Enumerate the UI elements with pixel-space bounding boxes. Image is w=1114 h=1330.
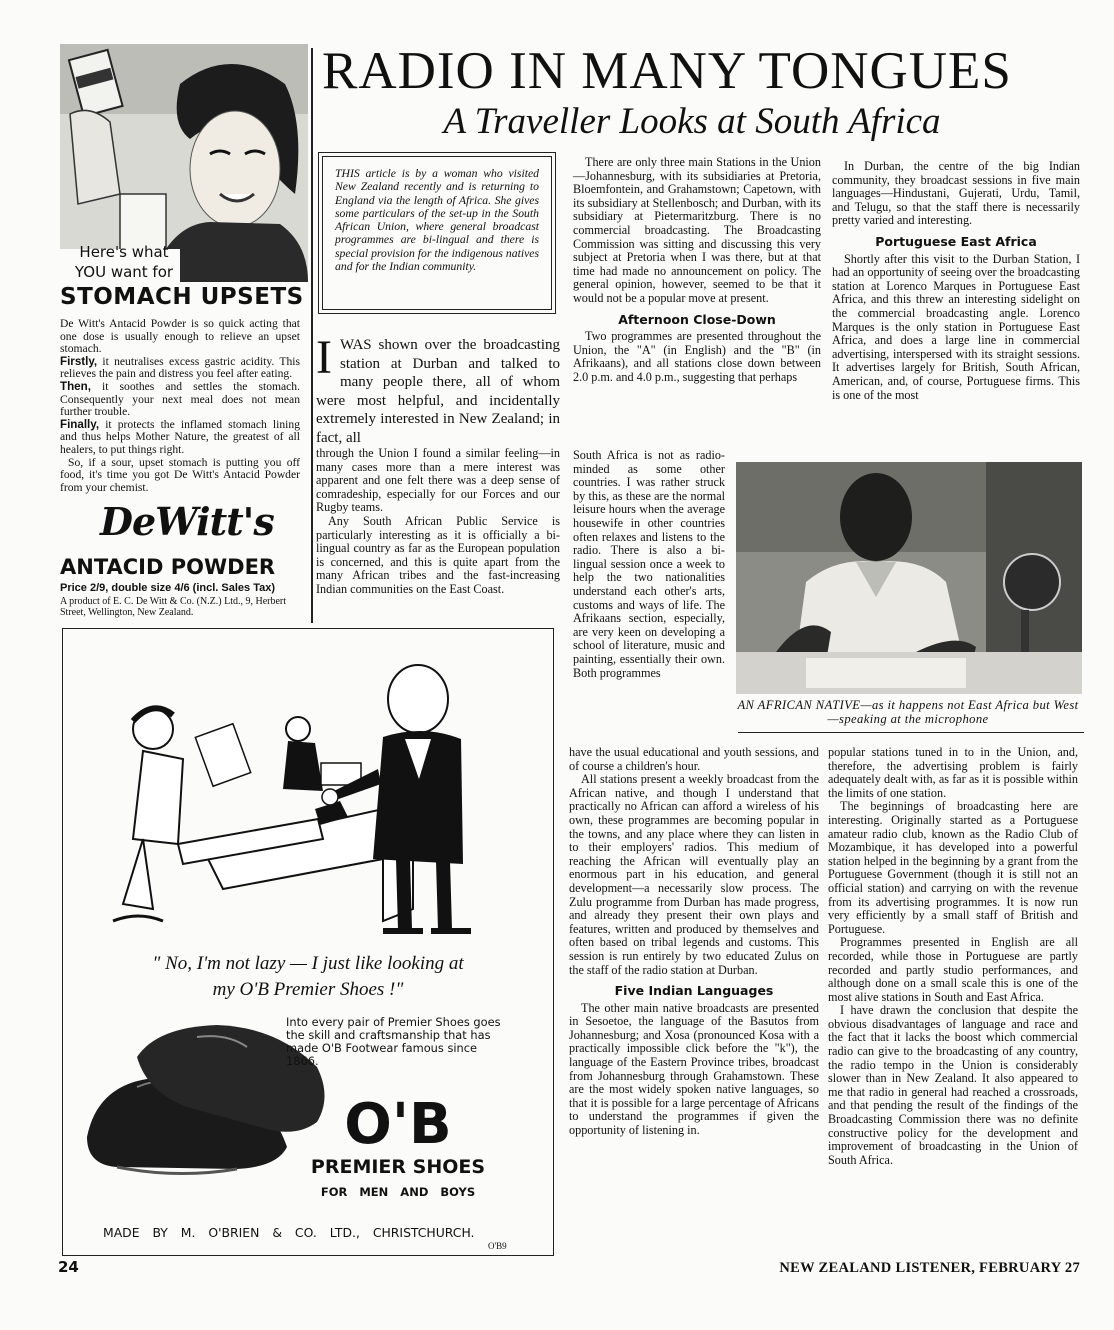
lead-text: WAS shown over the broadcasting station at Durban and talked to many people there, all of whom were most helpful, and incidentally extremely interested in New Zealand; in fact, all xyxy=(316,337,560,446)
dewitt-body xyxy=(60,318,300,494)
ob-quote-line-1: " No, I'm not lazy — I just like looking at xyxy=(152,953,464,974)
heading-five-indian-languages: Five Indian Languages xyxy=(614,983,774,999)
col3-p1: In Durban, the centre of the big Indian community, they broadcast sessions in five main languages—Hindustani, Gujerati, Urdu, Tamil, and Telugu, so that the staff there is necessarily pretty varied and interesting. xyxy=(832,159,1080,228)
dewitt-brand-logo: DeWitt's xyxy=(100,499,274,544)
dewitt-p3-text: it soothes and settles the stomach. Consequently your next meal does not mean further trouble. xyxy=(60,379,300,419)
article-title: RADIO IN MANY TONGUES xyxy=(322,42,1012,100)
article-column-2 xyxy=(573,156,821,385)
col3-p4: The beginnings of broadcasting here are interesting. Originally started as a Portuguese amateur radio club, known as the Radio Club of Mozambique, it has developed into a powerful station helped in the beginning by a grant from the Portuguese Government (though it is still not an official station) and carrying on with the revenue from its advertising programmes. It is now run very efficiently by a small staff of British and Portuguese. xyxy=(828,799,1078,936)
ob-maker: MADE BY M. O'BRIEN & CO. LTD., CHRISTCHURCH. xyxy=(103,1225,475,1240)
col2-p1: There are only three main Stations in the Union—Johannesburg, with its subsidiaries at Pretoria, Bloemfontein, and Grahamstown; Capetown, with its subsidiary at Stellenbosch; and Durban, with its subsidiary at Pietermaritzburg. There is no commercial broadcasting. The Broadcasting Commission was sitting and discussing this very subject at Pretoria when I was there, but at that time had made no announcement on policy. The general opinion, however, seemed to be that it would not be a popular move at present. xyxy=(573,155,821,305)
caption-rule xyxy=(738,732,1084,733)
ob-quote-line-2: my O'B Premier Shoes !" xyxy=(212,979,404,1000)
ob-body-text: Into every pair of Premier Shoes goes the skill and craftsmanship that has made O'B Footwear famous since 1866. xyxy=(286,1015,501,1068)
dewitt-p4-text: it protects the inflamed stomach lining and thus helps Mother Nature, the greatest of all healers, to put things right. xyxy=(60,417,300,456)
lead-block xyxy=(316,331,560,447)
col3-p3: popular stations tuned in to in the Union, and, therefore, the advertising problem is fairly adequately dealt with, as far as it is possible within the limits of one station. xyxy=(828,745,1078,800)
heading-portuguese-east-africa: Portuguese East Africa xyxy=(875,233,1037,249)
publication-footer: NEW ZEALAND LISTENER, FEBRUARY 27 xyxy=(779,1260,1080,1276)
photo-caption: AN AFRICAN NATIVE—as it happens not East Africa but West—speaking at the microphone xyxy=(737,698,1079,726)
dewitt-p3-lead: Then, xyxy=(60,379,91,393)
dewitt-headline-line-1: Here's what xyxy=(79,243,169,261)
dewitt-maker: A product of E. C. De Witt & Co. (N.Z.) Ltd., 9, Herbert Street, Wellington, New Zealand. xyxy=(60,596,287,618)
intro-text: THIS article is by a woman who visited New Zealand recently and is returning to England via the length of Africa. She gives some particulars of the set-up in the South African Union, where general broadcast programmes are bi-lingual and there is special provision for the indigenous natives and for the Indian community. xyxy=(335,167,539,274)
intro-box xyxy=(318,152,556,314)
col1-p1-rest: through the Union I found a similar feeling—in many cases more than a mere interest was apparent and one felt there was a deep sense of comradeship, especially for our Forces and our Rugby teams. xyxy=(316,446,560,515)
dewitt-p4-lead: Finally, xyxy=(60,417,100,431)
ob-product: PREMIER SHOES xyxy=(310,1156,486,1178)
article-subtitle: A Traveller Looks at South Africa xyxy=(443,101,941,142)
ob-quote xyxy=(83,951,533,1003)
col2-narrow-text: South Africa is not as radio-minded as some other countries. I was rather struck by this, as these are the normal leisure hours when the average housewife in other countries often relaxes and listens to the radio. There is also a bi-lingual session once a week to help the two nationalities understand each other's arts, customs and ways of life. The Afrikaans section, especially, are very keen on developing a school of literature, music and painting, essentially their own. Both programmes xyxy=(573,448,725,680)
article-column-3-bottom xyxy=(828,746,1078,1167)
dewitt-p2-text: it neutralises excess gastric acidity. This relieves the pain and distress you feel after eating. xyxy=(60,354,300,381)
col2-p5: The other main native broadcasts are presented in Sesoetoe, the language of the Basutos from Johannesburg; and Xosa (pronounced Kosa with a practically impossible click before the "k"), the language of the Eastern Province tribes, broadcast from Johannesburg through Grahamstown. These are the most widely spoken native languages, so that it is possible for a large percentage of Africans to understand the programmes if given the opportunity of listening in. xyxy=(569,1000,819,1138)
page-number: 24 xyxy=(58,1258,79,1276)
column-rule xyxy=(311,48,313,623)
dewitt-p4 xyxy=(60,419,300,457)
ob-brand: O'B xyxy=(344,1092,452,1157)
cartoon-illustration xyxy=(83,659,503,959)
heading-afternoon-close-down: Afternoon Close-Down xyxy=(618,311,776,327)
article-column-1 xyxy=(316,331,560,597)
dewitt-p2-lead: Firstly, xyxy=(60,354,98,368)
dewitt-price: Price 2/9, double size 4/6 (incl. Sales Tax) xyxy=(60,582,275,594)
col2-p2: Two programmes are presented throughout the Union, the "A" (in English) and the "B" (in Afrikaans), and all stations close down between 2.0 p.m. and 4.0 p.m., suggesting that perhaps xyxy=(573,329,821,384)
col1-p2: Any South African Public Service is particularly interesting as it is officially a bi-lingual country as far as the European population is concerned, and this is quite apart from the many African tribes and the fast-increasing Indian communities on the East Coast. xyxy=(316,513,560,596)
ob-shoes-ad xyxy=(62,628,554,1256)
ob-code: O'B9 xyxy=(488,1241,507,1251)
ob-tagline: FOR MEN AND BOYS xyxy=(320,1185,476,1199)
dewitt-product: ANTACID POWDER xyxy=(60,555,276,579)
dewitt-headline: STOMACH UPSETS xyxy=(60,284,304,310)
dewitt-p2 xyxy=(60,356,300,381)
col2-p3-rest: have the usual educational and youth sessions, and of course a children's hour. xyxy=(569,745,819,773)
col3-p6: I have drawn the conclusion that despite the obvious disadvantages of language and race and the fact that it lacks the boost which commercial radio can give to the broadcasting of any country, the radio tempo in the Union is considerably slower than in New Zealand. It also appeared to me that radio in general had reached a crossroads, and that pending the result of the findings of the Broadcasting Commission there was no definite constructive policy for the development and improvement of broadcasting in the Union of South Africa. xyxy=(828,1003,1078,1167)
article-column-3 xyxy=(832,160,1080,402)
col2-p4: All stations present a weekly broadcast from the African native, and though I understand that practically no African can afford a wireless of his own, these programmes are becoming popular in the towns, and any place where they can listen in to their employers' radios. This medium of reaching the African will eventually play an enormous part in his education, and general development—a necessarily slow process. The Zulu programme from Durban has made progress, and already they present their own plays and features, written and produced by themselves and often based on tribal legends and customs. This session is run entirely by two educated Zulus on the staff of the radio station at Durban. xyxy=(569,772,819,977)
article-column-2-bottom xyxy=(569,746,819,1138)
dewitt-p1: De Witt's Antacid Powder is so quick acting that one dose is usually enough to relieve an upset stomach. xyxy=(60,317,300,356)
dewitt-small-headline xyxy=(64,242,184,282)
article-column-2-narrow xyxy=(573,449,725,680)
intro-box-inner xyxy=(322,156,552,310)
col3-p2: Shortly after this visit to the Durban Station, I had an opportunity of seeing over the broadcasting station at Lorenco Marques in Portuguese East Africa, and this threw an interesting sidelight on the commercial broadcasting angle. Lorenco Marques is the only station in Portuguese East Africa, and does a large line in commercial advertising, interspersed with its straight sessions. It advertises largely for British, South African, American, and, of course, Portuguese firms. This is one of the most xyxy=(832,251,1080,402)
dewitt-p5: So, if a sour, upset stomach is putting you off food, it's time you got De Witt's Antacid Powder from your chemist. xyxy=(60,455,300,494)
drop-cap: I xyxy=(316,331,332,384)
col3-p5: Programmes presented in English are all recorded, while those in Portuguese are partly recorded and partly studio performances, and although done on a small scale this is one of the most alive stations in South and East Africa. xyxy=(828,935,1078,1004)
dewitt-p3 xyxy=(60,381,300,419)
african-native-photo xyxy=(736,462,1082,694)
dewitt-ad xyxy=(60,44,308,624)
dewitt-headline-line-2: YOU want for xyxy=(74,263,174,281)
